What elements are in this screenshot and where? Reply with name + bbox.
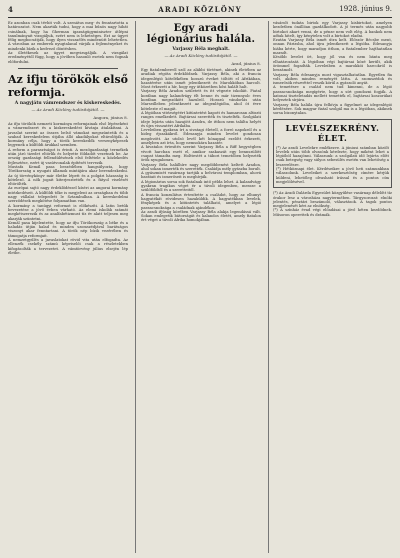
article-body: Az ifju törökök nemzeti kormánya reformjainak első lépéseként a vámrendszert és a kiskereskedést kívánja átalakítani. A javaslat szerint az összes belső vámokat megszüntetik és a szabad kereskedelem útjába álló akadályokat eltávolítják. A kormány célja, hogy a török kereskedők versenyképesek legyenek a külföldi árukkal szemben. A reform a parasztságot is érinti. A mezőgazdasági termékek után járó tizedet eltörlik és helyette földadót vezetnek be. Az ország gazdasági fellendülésének első feltétele a közlekedés fejlesztése, ezért új vasútvonalak építését tervezik. Mustafa Kemál pasa beszédében hangsúlyozta, hogy Törökország a nyugati államok mintájára akar berendezkedni. Az új törvénykönyv már életbe lépett és a polgári házasság is kötelező. A nők jogait kiterjesztették és a fátyol viselését eltörölték. Az európai sajtó nagy érdeklődéssel kíséri az angorai kormány intézkedéseit. A külföldi tőke is megjelent az országban és több nagy vállalat telepedett le Sztambulban. A kereskedelmi szerződések megkötése folyamatban van. A kormány a tanügyi reformot is előkészíti. A latin betűk bevezetése a jövő évben várható. Az elemi iskolák számát megkétszerezik és az analfabétizmust tíz év alatt teljesen meg akarják szüntetni. Kemál pasa kijelentette, hogy az ifju Törökország a béke és a haladás útján halad és minden szomszédjával barátságos viszonyt akar fenntartani. A török nép bízik vezérében és támogatja reformjait. A nemzetgyűlés a javaslatokat rövid vita után elfogadta. Az ellenzék csekély számú képviselői csak a részletekben kifogásolták a tervezetet. A vámtörvény július elsején lép életbe. xyxy=(8,121,128,255)
article-headline: Egy aradi légionárius halála. xyxy=(146,23,256,45)
article-dateline: Arad, június 8. xyxy=(231,61,261,66)
section-title: LEVÉLSZEKRÉNY. ÉLET. xyxy=(285,123,380,144)
newspaper-name: ARADI KÖZLÖNY xyxy=(158,5,242,14)
column-divider xyxy=(268,21,269,553)
intro-text: Ez azonban csak tévhit volt. A szenátus meg- és fenntartotta a határozatot. Nem akarták tudni, hogy a mai bűnös nagy hibát csinálnak, hogy ha Gherman igazságügyminiszter átlépni tanulmányait vizsgáljuk, ezért nem is lehetséges. Ezt az ügyet félig megbocsátják, hogy ilyen visszaélés mindenütt lehetetlen. A városban az emberek nyugtalanul várják a fejleményeket és mindenki bízik a kedvező döntésben. Az illetékesek az ügyet megvizsgálják. A vizsgálat eredményétől függ, hogy a jövőben hasonló esetek nem fognak előfordulni. xyxy=(8,21,128,64)
page-header xyxy=(8,5,392,17)
article-subheadline: A nagyjátu vámrendszer és kiskereskedés. xyxy=(14,100,122,106)
page-number: 4 xyxy=(8,5,13,14)
notice-body: (*) Az aradi Levelekre emlékezve. A júniusi számban közölt levelek után több olvasónk kérdezte, hogy miként lehet a légióból hazajönni. Válaszunk: a szolgálati idő lejárta előtt csak betegség vagy súlyos sebesülés esetén van lehetőség a leszerelésre. (*) Hétköznapi élet. Kérdéseikre a jövő heti számunkban válaszolunk. Leveleiket a szerkesztőség címére kérjük küldeni, lehetőleg olvasható írással és a pontos cím megjelölésével. xyxy=(276,145,389,184)
notices-text: (*) Az Aradi Dalárda Egyesület közgyűlése vasárnap délelőtt tíz órakor lesz a városháza nagytermében. Tárgysorozat: elnöki jelentés, pénztári beszámoló, választások. A tagok pontos megjelenését kéri az elnökség. (*) A színház évad végi előadásai a jövő héten kezdődnek. Műsoron operettek és drámák. xyxy=(273,191,392,217)
article-separator xyxy=(18,68,118,69)
article-dateline: Angora, június 8. xyxy=(93,114,128,120)
column-divider xyxy=(135,21,136,553)
article-byline: — Az Aradi Közlöny tudósítójától. — xyxy=(31,106,105,112)
notice-box xyxy=(273,119,392,189)
header-rule xyxy=(8,17,392,18)
article-byline: — Az Aradi Közlöny tudósítójától. — xyxy=(164,53,238,58)
article-subheadline: Varjassy Béla meghalt. xyxy=(172,47,230,52)
article-body: Egy fiatalemberről szól az alábbi történet, akinek életében az aradiak régóta érdeklődnek. Varjassy Béla, aki a francia idegenlégió kötelékében hosszú éveket töltött el Afrikában, hazatérése után ismét jelentkezett és Marokkóban harcolt. Most érkezett a hír, hogy egy ütközetben hősi halált halt. Varjassy Béla Aradon született és itt végezte iskoláit. Fiatal korában nagy kalandvágy élt benne és már tizennyolc éves korában megszökött hazulról. Hosszú vándorlás után Marseilleben jelentkezett az idegenlégióba, ahol öt évre kötelezte el magát. A légióban vitézségéért kitüntetést kapott és hamarosan altiszti rangra emelkedett. Bajtársai szerették és tisztelték. Szolgálati ideje lejárta után hazajött Aradra, de itthon nem találta helyét és újra visszatért Afrikába. Leveleiben gyakran írt a sivatagi életről, a forró napokról és a hideg éjszakákról. Édesanyja minden levelet gondosan megőrzött. Az utolsó levél két hónappal ezelőtt érkezett, amelyben azt írta, hogy nemsokára hazatér. A hivatalos értesítés szerint Varjassy Béla a Riff hegységben vívott harcban esett el, amikor szakaszát egy bennszülött csapat támadta meg. Holttestét a tábori temetőben helyezték örök nyugalomra. Varjassy Béla halálhíre nagy megdöbbenést keltett Aradon, ahol sokan ismerték és szerették. Családja mély gyászba borult. A gyászmisét vasárnap tartják a belvárosi templomban, ahová barátait és ismerőseit is meghívják. A légionárius sorsa sok fiatalnak intő példa lehet. A kalandvágy gyakran tragikus véget ér a távoli idegenben, messze a szülőföldtől és a szeretteitől. A francia konzulátus értesítette a családot, hogy az elhunyt hagyatékát rövidesen hazaküldik. A hagyatékban levelek, fényképek és a kitüntetés található, amelyet a légió parancsnoksága a családnak ajándékoz. Az aradi ifjúság körében Varjassy Béla alakja legendássá vált. Sokan emlegetik bátorságát és kalandos életét, amely fiatalon ért véget a távoli Afrika homokjában. xyxy=(141,68,261,223)
column-left xyxy=(8,21,128,553)
article-continuation: vásárolt tudata birtok egy Varjassy kisbirtokot, amelyen kezdetben önállóan gazdálkodott. A jó termés után nagyobb birtokot akart venni, de a pénze nem volt elég. A bankok nem adtak hitelt, így kénytelen volt a birtokot eladni. Ezután Varjassy Béla ismét útra kelt. Először Bécsbe ment, onnan Párizsba, ahol újra jelentkezett a légióba. Édesanyja hiába kérte, hogy maradjon itthon, a fiatalember hajthatatlan maradt. Később levelet írt, hogy jól van és nem bánta meg elhatározását. A légióban régi bajtársai közé került, akik örömmel fogadták. Leveleiben a marokkói harcokról is beszámolt. Varjassy Béla édesanyja most vigasztalhatatlan. Egyetlen fia volt, akiben minden reményét látta. A szomszédok és ismerősök részvéttel veszik körül a gyászoló anyát. A temetésre a család nem tud kimenni, de a légió parancsnoksága megígérte, hogy a sírt gondozni fogják. A katonai tiszteletadás mellett temették el, bajtársai koszorúkat helyeztek sírjára. Varjassy Béla halála újra felhívja a figyelmet az idegenlégió kérdésére. Sok magyar fiatal szolgál ma is a légióban, akiknek sorsa bizonytalan. xyxy=(273,21,392,116)
article-headline: Az ifju törökök első reformja. xyxy=(8,72,128,99)
issue-date: 1928. június 9. xyxy=(339,5,392,13)
column-right xyxy=(273,21,392,553)
column-middle xyxy=(141,21,261,553)
